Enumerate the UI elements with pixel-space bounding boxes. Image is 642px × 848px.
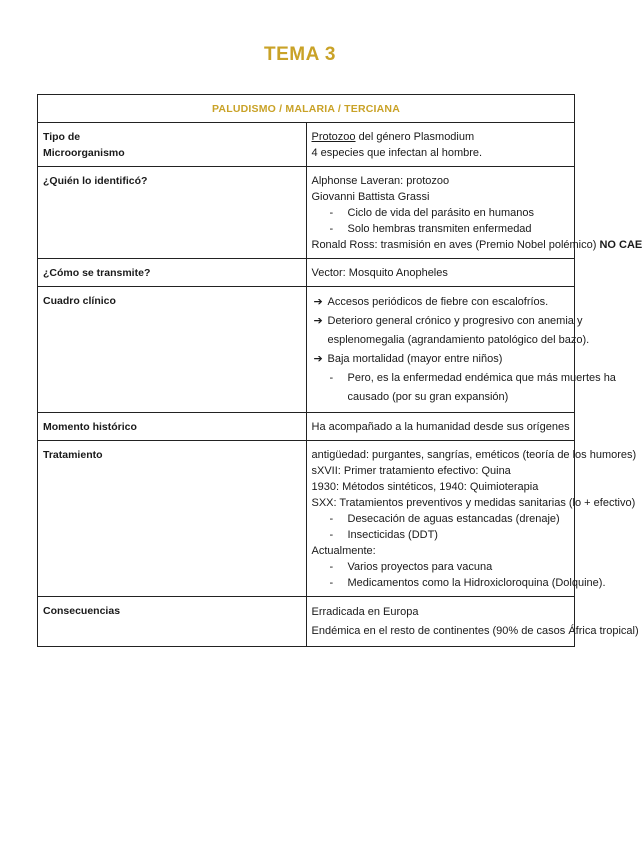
row-consecuencias [38,597,575,647]
value-text: Ronald Ross: trasmisión en aves (Premio Nobel polémico) [311,239,600,251]
dash-item: - Pero, es la enfermedad endémica que más muertes ha [312,369,570,388]
row-tratamiento [38,441,575,597]
row-cuadro [38,287,575,413]
value-line: 4 especies que infectan al hombre. [311,147,483,159]
arrow-right-icon: ➔ [313,315,323,327]
row-quien [38,167,575,259]
arrow-right-icon: ➔ [313,296,323,308]
row-value [306,167,642,259]
arrow-item [312,350,570,369]
row-label: ¿Quién lo identificó? [38,167,307,259]
row-label: Cuadro clínico [38,287,307,413]
bold-note: NO CAE [599,239,642,251]
arrow-right-icon: ➔ [313,353,323,365]
value-line: Erradicada en Europa [311,606,419,618]
value-line: 1930: Métodos sintéticos, 1940: Quimioterapia [311,481,539,493]
arrow-item [312,312,583,331]
value-line: Actualmente: [311,545,376,557]
row-value [306,259,575,287]
value-line: Endémica en el resto de continentes (90% de casos África tropical) [311,625,639,637]
row-label: ¿Cómo se transmite? [38,259,307,287]
row-value [306,287,616,413]
row-label: Tratamiento [38,441,307,597]
table-header: PALUDISMO / MALARIA / TERCIANA [38,95,575,123]
dash-item: - Ciclo de vida del parásito en humanos [312,205,570,221]
value-line: SXX: Tratamientos preventivos y medidas sanitarias (lo + efectivo) [311,497,636,509]
table-header-row [38,95,575,123]
value-line: Giovanni Battista Grassi [311,191,430,203]
value-line [312,129,570,145]
row-como [38,259,575,287]
arrow-item-text: Accesos periódicos de fiebre con escalofríos. [327,296,549,308]
row-label [38,123,307,167]
arrow-item-text: Deterioro general crónico y progresivo con anemia y [327,315,583,327]
row-value [306,597,639,647]
row-value [306,413,575,441]
row-label-line: Tipo de [43,131,81,143]
dash-item: - Desecación de aguas estancadas (drenaje) [312,511,570,527]
row-label-line: Microorganismo [43,147,125,159]
disease-table [37,94,642,647]
arrow-item [312,293,570,312]
value-line: Vector: Mosquito Anopheles [311,267,448,279]
value-line: sXVII: Primer tratamiento efectivo: Quina [311,465,511,477]
value-text: del género Plasmodium [355,131,475,143]
page-title: TEMA 3 [264,44,336,65]
row-label: Consecuencias [38,597,307,647]
value-line: antigüedad: purgantes, sangrías, eméticos (teoría de los humores) [311,449,637,461]
row-label: Momento histórico [38,413,307,441]
dash-item: - Insecticidas (DDT) [312,527,570,543]
underlined-term: Protozoo [311,131,356,143]
dash-item: - Solo hembras transmiten enfermedad [312,221,570,237]
row-tipo [38,123,575,167]
value-line: Ha acompañado a la humanidad desde sus orígenes [311,421,570,433]
dash-item: - Varios proyectos para vacuna [312,559,570,575]
arrow-item-continuation: esplenomegalia (agrandamiento patológico del bazo). [327,334,590,346]
value-line: Alphonse Laveran: protozoo [311,175,450,187]
dash-item: - Medicamentos como la Hidroxicloroquina (Dolquine). [312,575,570,591]
dash-item-continuation: causado (por su gran expansión) [347,391,509,403]
row-value [306,123,575,167]
row-momento [38,413,575,441]
row-value [306,441,637,597]
arrow-item-text: Baja mortalidad (mayor entre niños) [327,353,503,365]
value-line [311,237,642,253]
